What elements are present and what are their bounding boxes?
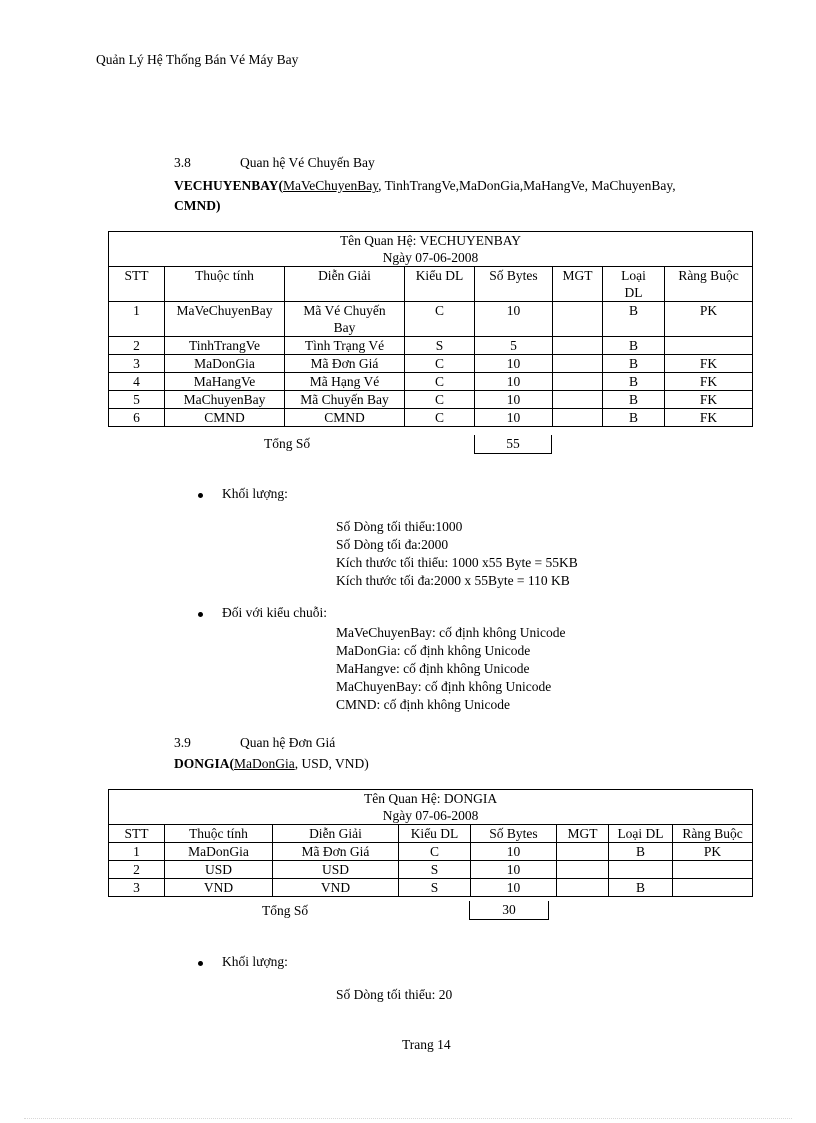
table-cell: MaChuyenBay [165, 391, 285, 409]
column-header: STT [109, 825, 165, 843]
page-bottom-divider [24, 1118, 792, 1119]
schema-name: DONGIA( [174, 756, 234, 771]
schema-line [174, 756, 369, 772]
table-cell: C [405, 373, 475, 391]
schema-primary-key: MaVeChuyenBay [283, 178, 379, 193]
table-cell: 10 [471, 879, 557, 897]
table-cell: 10 [475, 391, 553, 409]
table-cell: MaHangVe [165, 373, 285, 391]
table-header-row [109, 267, 753, 302]
section-title: Quan hệ Vé Chuyến Bay [240, 155, 375, 170]
table-cell: CMND [165, 409, 285, 427]
table-cell: C [405, 355, 475, 373]
table-cell: C [399, 843, 471, 861]
volume-line: Kích thước tối thiểu: 1000 x55 Byte = 55KB [336, 555, 578, 570]
page-header: Quản Lý Hệ Thống Bán Vé Máy Bay [96, 52, 299, 67]
table-row [109, 337, 753, 355]
table-cell: B [609, 843, 673, 861]
table-title: Tên Quan Hệ: VECHUYENBAY [339, 233, 522, 248]
table-cell [553, 302, 603, 337]
table-cell: Tình Trạng Vé [285, 337, 405, 355]
table-cell: C [405, 302, 475, 337]
table-title-cell [109, 232, 753, 267]
column-header: Diễn Giải [285, 267, 405, 302]
table-row [109, 302, 753, 337]
column-header: STT [109, 267, 165, 302]
table-cell: VND [273, 879, 399, 897]
table-cell: 5 [109, 391, 165, 409]
table-cell: 10 [475, 373, 553, 391]
column-header: Kiểu DL [405, 267, 475, 302]
relation-table-dongia [108, 789, 753, 897]
table-cell: MaVeChuyenBay [165, 302, 285, 337]
table-cell: Mã Đơn Giá [273, 843, 399, 861]
table-cell: S [399, 879, 471, 897]
section-number: 3.8 [174, 155, 191, 170]
table-date: Ngày 07-06-2008 [382, 808, 479, 823]
table-cell: Mã Đơn Giá [285, 355, 405, 373]
table-cell: Mã Vé Chuyến Bay [285, 302, 405, 337]
table-row [109, 373, 753, 391]
table-cell: C [405, 409, 475, 427]
total-label: Tổng Số [262, 903, 309, 918]
table-cell [557, 879, 609, 897]
table-cell [553, 409, 603, 427]
table-cell: 2 [109, 861, 165, 879]
string-type-line: MaVeChuyenBay: cố định không Unicode [336, 625, 566, 640]
table-cell [553, 337, 603, 355]
column-header: MGT [553, 267, 603, 302]
table-cell: FK [665, 355, 753, 373]
table-cell: FK [665, 373, 753, 391]
table-cell [553, 355, 603, 373]
table-cell [553, 373, 603, 391]
column-header: Loại DL [609, 825, 673, 843]
table-row [109, 355, 753, 373]
column-header: Diễn Giải [273, 825, 399, 843]
total-value: 55 [474, 435, 552, 454]
table-cell [553, 391, 603, 409]
table-cell [673, 879, 753, 897]
schema-line [174, 178, 676, 194]
table-cell: 1 [109, 302, 165, 337]
bullet-icon [198, 961, 203, 966]
schema-name: VECHUYENBAY( [174, 178, 284, 193]
page-number: Trang 14 [402, 1037, 451, 1052]
column-header: MGT [557, 825, 609, 843]
table-cell: 10 [475, 302, 553, 337]
volume-line: Số Dòng tối thiểu:1000 [336, 519, 463, 534]
bullet-icon [198, 493, 203, 498]
table-cell: USD [273, 861, 399, 879]
table-cell: B [603, 391, 665, 409]
bullet-icon [198, 612, 203, 617]
table-title-row [109, 232, 753, 267]
table-cell: 6 [109, 409, 165, 427]
table-cell: USD [165, 861, 273, 879]
table-cell: B [603, 373, 665, 391]
table-cell: MaDonGia [165, 355, 285, 373]
table-cell: 3 [109, 355, 165, 373]
volume-line: Số Dòng tối thiểu: 20 [336, 987, 453, 1002]
total-value: 30 [469, 901, 549, 920]
table-cell: FK [665, 409, 753, 427]
table-row [109, 391, 753, 409]
table-cell: 10 [471, 843, 557, 861]
string-type-label: Đối với kiểu chuỗi: [222, 605, 328, 620]
column-header: Thuộc tính [165, 267, 285, 302]
table-cell: B [609, 879, 673, 897]
section-number: 3.9 [174, 735, 191, 750]
string-type-line: MaHangve: cố định không Unicode [336, 661, 530, 676]
table-title-row [109, 790, 753, 825]
column-header: Kiểu DL [399, 825, 471, 843]
table-cell: MaDonGia [165, 843, 273, 861]
table-cell: VND [165, 879, 273, 897]
total-label: Tổng Số [264, 436, 311, 451]
table-cell: S [405, 337, 475, 355]
volume-line: Số Dòng tối đa:2000 [336, 537, 449, 552]
table-cell: 2 [109, 337, 165, 355]
column-header: Ràng Buộc [665, 267, 753, 302]
table-cell [673, 861, 753, 879]
table-row [109, 843, 753, 861]
volume-line: Kích thước tối đa:2000 x 55Byte = 110 KB [336, 573, 570, 588]
string-type-line: MaDonGia: cố định không Unicode [336, 643, 531, 658]
table-cell: CMND [285, 409, 405, 427]
table-cell: 4 [109, 373, 165, 391]
table-cell: 10 [471, 861, 557, 879]
table-cell: S [399, 861, 471, 879]
table-cell [557, 843, 609, 861]
table-cell: 1 [109, 843, 165, 861]
schema-attributes: , TinhTrangVe,MaDonGia,MaHangVe, MaChuyenBay, [378, 178, 676, 193]
table-cell: Mã Hạng Vé [285, 373, 405, 391]
table-row [109, 861, 753, 879]
string-type-line: CMND: cố định không Unicode [336, 697, 510, 712]
table-title: Tên Quan Hệ: DONGIA [364, 791, 498, 806]
string-type-line: MaChuyenBay: cố định không Unicode [336, 679, 552, 694]
table-title-cell [109, 790, 753, 825]
table-cell: B [603, 409, 665, 427]
table-cell: B [603, 302, 665, 337]
column-header: Ràng Buộc [673, 825, 753, 843]
table-cell: 10 [475, 409, 553, 427]
column-header: Số Bytes [475, 267, 553, 302]
column-header: Số Bytes [471, 825, 557, 843]
table-cell: Mã Chuyến Bay [285, 391, 405, 409]
table-cell: B [603, 355, 665, 373]
table-cell: TinhTrangVe [165, 337, 285, 355]
column-header: Thuộc tính [165, 825, 273, 843]
volume-label: Khối lượng: [222, 486, 288, 501]
schema-primary-key: MaDonGia [234, 756, 295, 771]
volume-label: Khối lượng: [222, 954, 288, 969]
table-row [109, 409, 753, 427]
table-cell: 3 [109, 879, 165, 897]
table-cell [609, 861, 673, 879]
table-cell: 5 [475, 337, 553, 355]
table-cell: B [603, 337, 665, 355]
table-row [109, 879, 753, 897]
section-title: Quan hệ Đơn Giá [240, 735, 336, 750]
table-cell [665, 337, 753, 355]
table-cell: C [405, 391, 475, 409]
table-header-row [109, 825, 753, 843]
schema-line-2: CMND) [174, 198, 221, 213]
table-cell: FK [665, 391, 753, 409]
table-date: Ngày 07-06-2008 [382, 250, 479, 265]
table-cell: PK [665, 302, 753, 337]
schema-attributes: , USD, VND) [294, 756, 369, 771]
column-header: Loại DL [603, 267, 665, 302]
table-cell [557, 861, 609, 879]
relation-table-vechuyenbay [108, 231, 753, 427]
table-cell: 10 [475, 355, 553, 373]
table-cell: PK [673, 843, 753, 861]
